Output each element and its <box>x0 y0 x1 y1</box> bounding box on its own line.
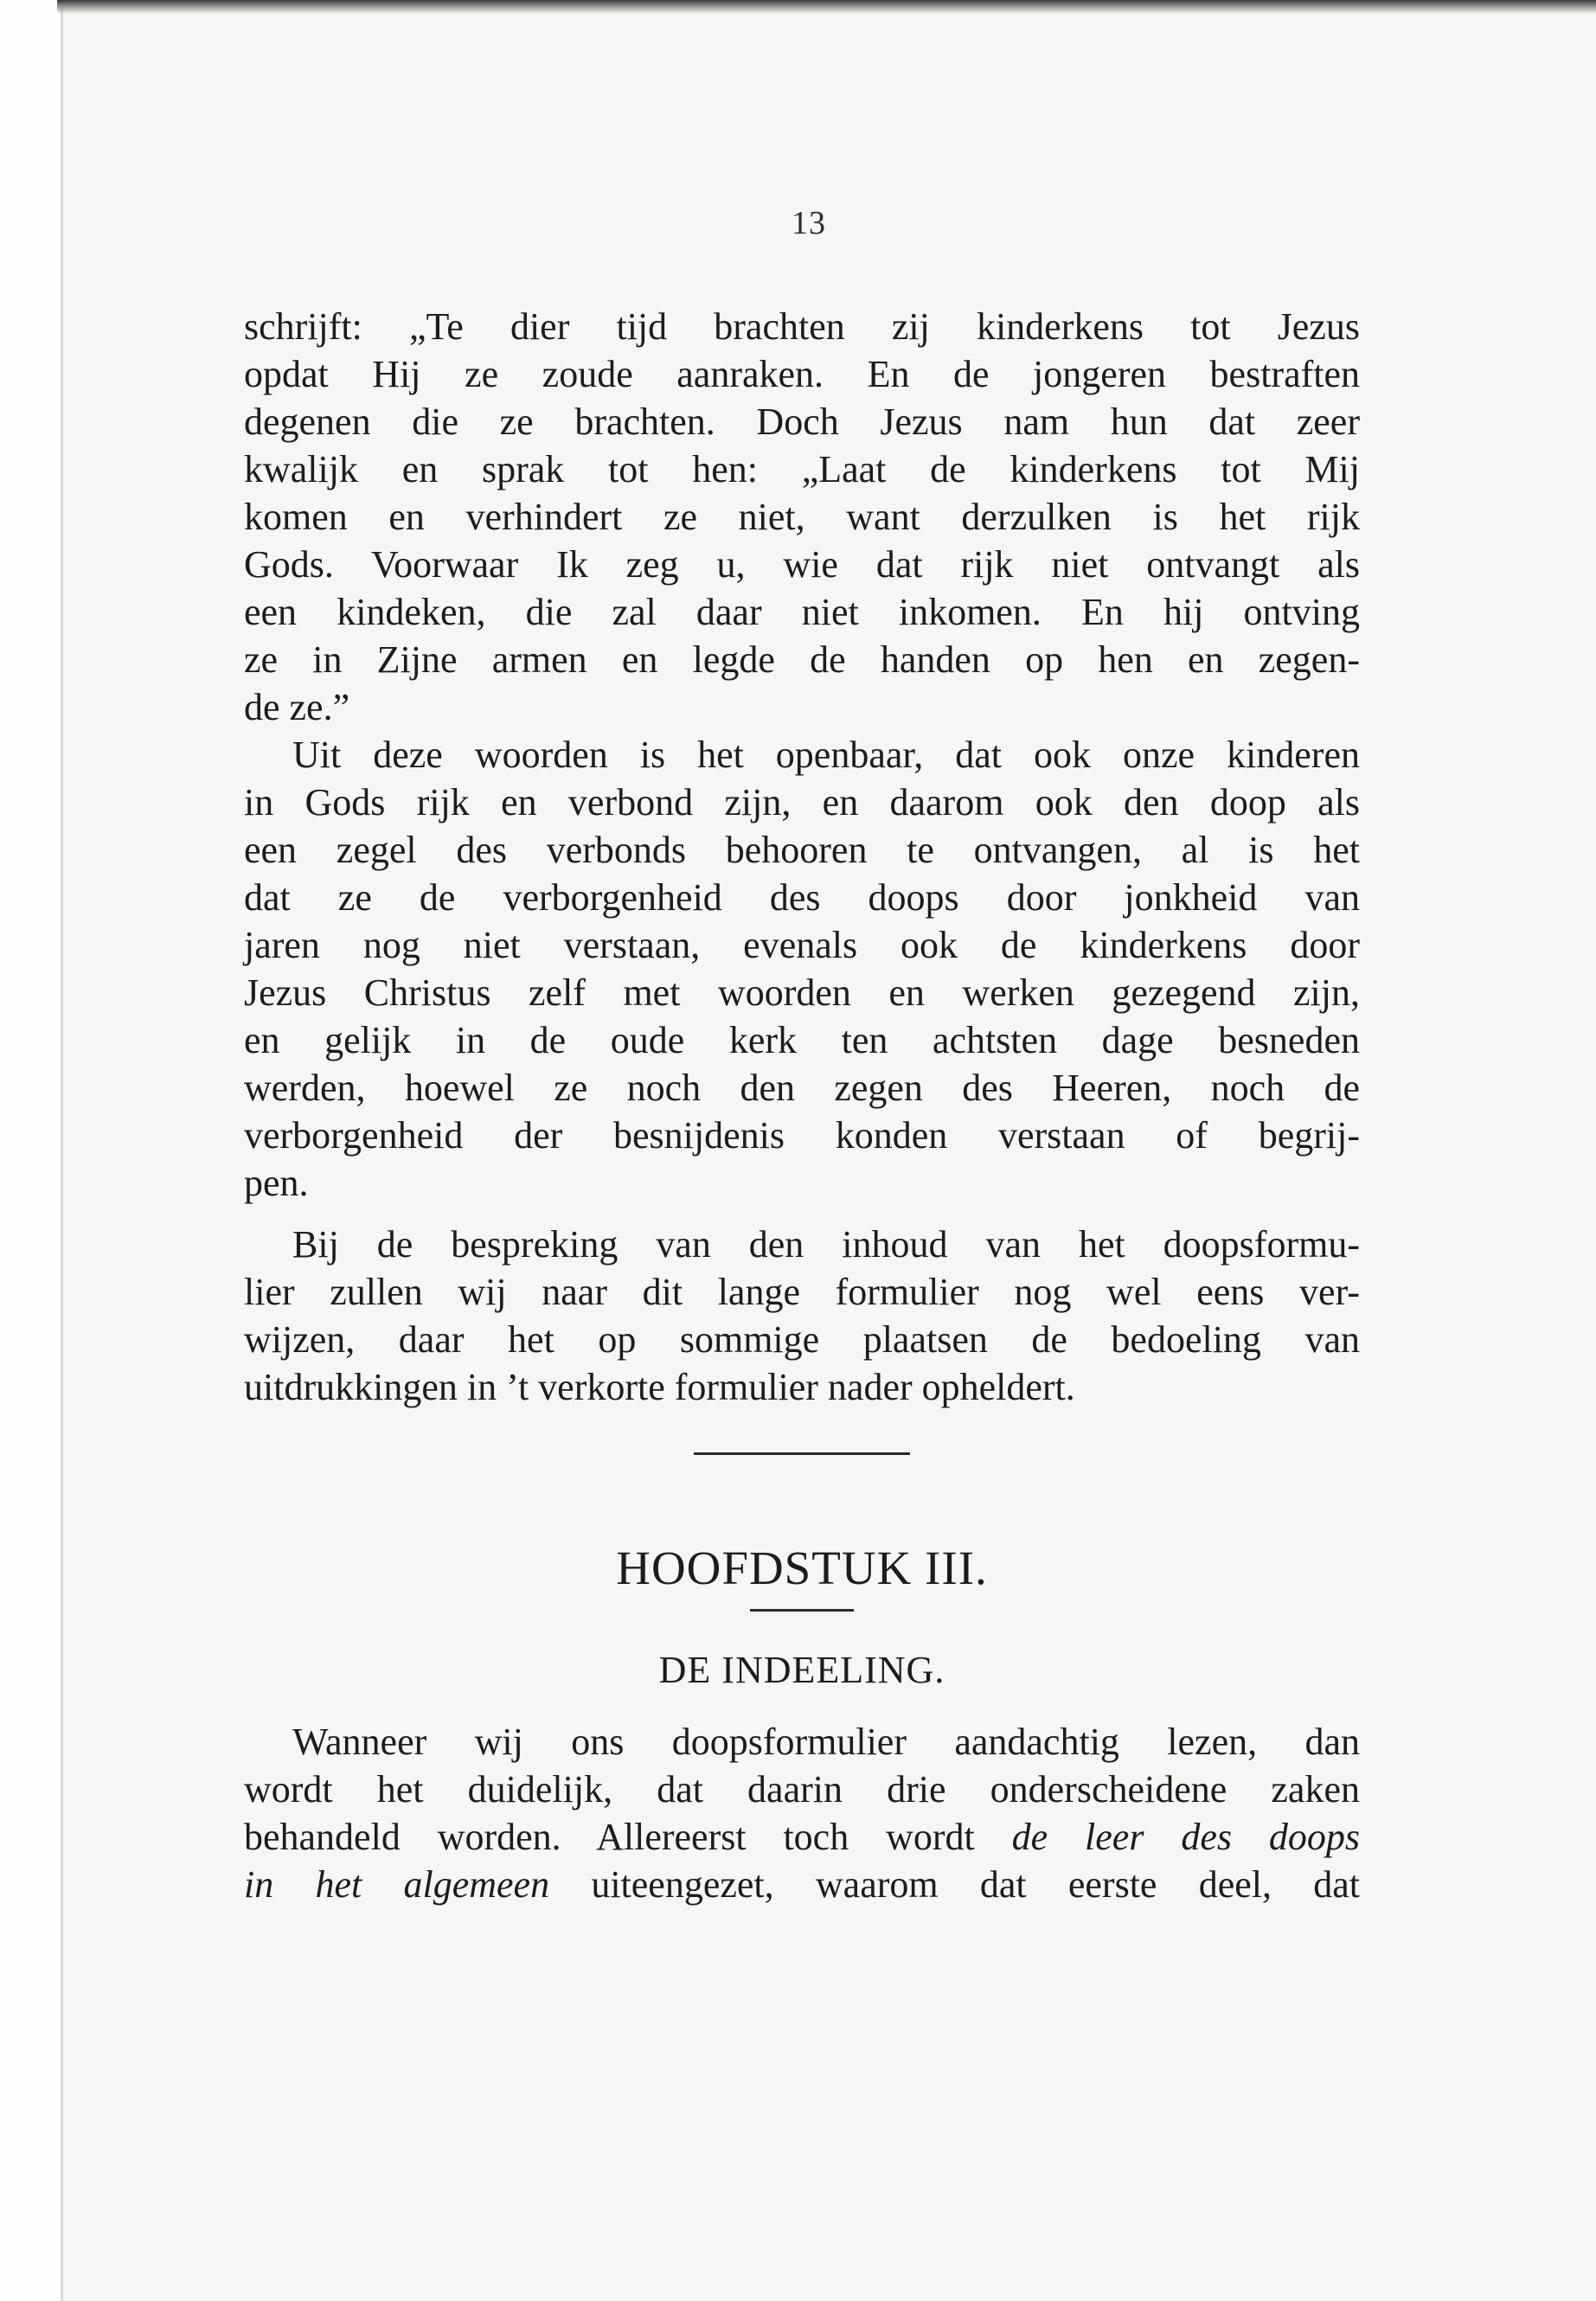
text-line: kwalijk en sprak tot hen: „Laat de kinderkens tot Mij <box>244 448 1360 490</box>
text-line: een kindeken, die zal daar niet inkomen. En hij ontving <box>244 591 1360 633</box>
text-line: Jezus Christus zelf met woorden en werken gezegend zijn, <box>244 971 1360 1014</box>
text-line: werden, hoewel ze noch den zegen des Heeren, noch de <box>244 1067 1360 1109</box>
text-line: pen. <box>244 1162 309 1204</box>
text-line: in Gods rijk en verbond zijn, en daarom ook den doop als <box>244 781 1360 824</box>
text-line-mixed <box>244 1861 1360 1908</box>
paragraph-quote <box>244 303 1360 731</box>
page-top-edge-shadow <box>57 0 1596 14</box>
text-line: de ze.” <box>244 686 350 728</box>
chapter-title: HOOFDSTUK III. <box>616 1541 988 1594</box>
scan-margin <box>0 0 50 2301</box>
text-line: en gelijk in de oude kerk ten achtsten dage besneden <box>244 1019 1360 1061</box>
text-line: degenen die ze brachten. Doch Jezus nam hun dat zeer <box>244 401 1360 443</box>
page-number: 13 <box>792 205 826 241</box>
text-line: verborgenheid der besnijdenis konden verstaan of begrij- <box>244 1114 1360 1157</box>
text-line-mixed <box>244 1813 1360 1861</box>
text-line: ze in Zijne armen en legde de handen op hen en zegen- <box>244 638 1360 681</box>
text-line: Wanneer wij ons doopsformulier aandachtig lezen, dan <box>292 1721 1360 1763</box>
italic-text-run: in het algemeen <box>244 1863 550 1906</box>
text-line: jaren nog niet verstaan, evenals ook de kinderkens door <box>244 924 1360 966</box>
paragraph-explanation <box>244 731 1360 1207</box>
paragraph-spacer <box>244 1207 1360 1221</box>
text-line: komen en verhindert ze niet, want derzulken is het rijk <box>244 496 1360 538</box>
paragraph-reference <box>244 1221 1360 1411</box>
text-line: lier zullen wij naar dit lange formulier nog wel eens ver- <box>244 1271 1360 1313</box>
section-title: DE INDEELING. <box>658 1649 945 1691</box>
section-divider-rule <box>694 1452 910 1455</box>
chapter-title-rule <box>750 1609 854 1612</box>
text-line: opdat Hij ze zoude aanraken. En de jongeren bestraften <box>244 353 1360 395</box>
text-line: Gods. Voorwaar Ik zeg u, wie dat rijk niet ontvangt als <box>244 543 1360 586</box>
text-column <box>244 303 1360 1908</box>
text-run: uiteengezet, waarom dat eerste deel, dat <box>549 1863 1360 1906</box>
italic-text-run: de leer des doops <box>1011 1816 1360 1858</box>
text-line: dat ze de verborgenheid des doops door jonkheid van <box>244 876 1360 919</box>
text-line: Uit deze woorden is het openbaar, dat ook onze kinderen <box>292 734 1360 776</box>
paragraph-indeeling <box>244 1718 1360 1908</box>
text-line: een zegel des verbonds behooren te ontvangen, al is het <box>244 829 1360 871</box>
text-line: schrijft: „Te dier tijd brachten zij kinderkens tot Jezus <box>244 305 1360 348</box>
text-run: behandeld worden. Allereerst toch wordt <box>244 1816 1012 1858</box>
text-line: wordt het duidelijk, dat daarin drie onderscheidene zaken <box>244 1768 1360 1811</box>
text-line: Bij de bespreking van den inhoud van het doopsformu- <box>292 1223 1360 1266</box>
text-line: wijzen, daar het op sommige plaatsen de bedoeling van <box>244 1318 1360 1361</box>
text-line: uitdrukkingen in ’t verkorte formulier nader opheldert. <box>244 1366 1075 1408</box>
